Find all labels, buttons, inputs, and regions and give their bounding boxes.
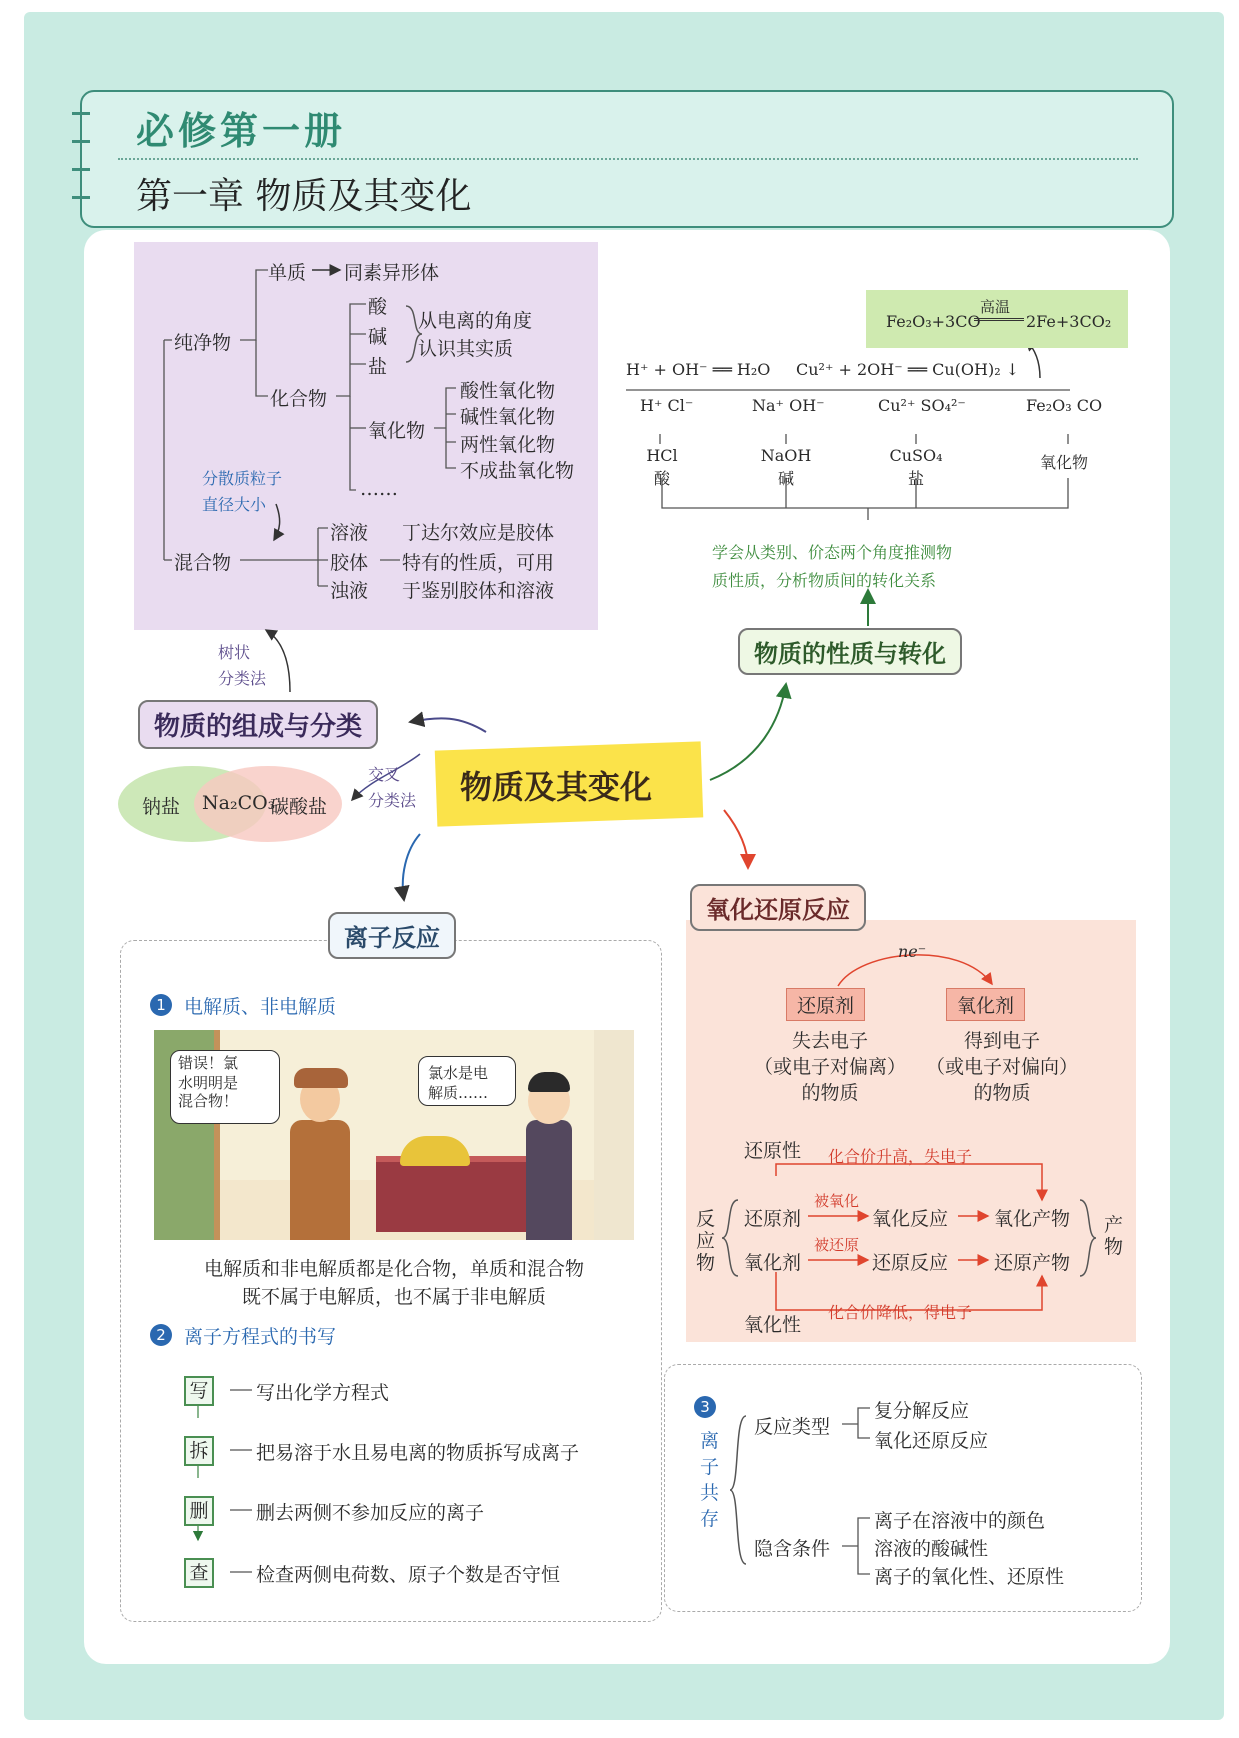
step-check-key: 查 xyxy=(184,1558,214,1588)
reaction-type-label: 反应类型 xyxy=(754,1416,831,1438)
section-1-title: 电解质、非电解质 xyxy=(184,996,337,1018)
oxidant-box: 氧化剂 xyxy=(946,988,1025,1021)
center-title: 物质及其变化 xyxy=(460,768,653,806)
dispersion-suspension: 浊液 xyxy=(330,580,369,602)
salt-label: 盐 xyxy=(368,356,388,378)
step-delete-text: 删去两侧不参加反应的离子 xyxy=(256,1502,485,1524)
ionization-note-2: 认识其实质 xyxy=(418,338,514,360)
properties-title: 物质的性质与转化 xyxy=(738,628,962,675)
reductant-desc-1: 失去电子 xyxy=(791,1030,868,1052)
oxide-label: 氧化物 xyxy=(368,420,426,442)
electron-transfer: ne⁻ xyxy=(898,942,927,961)
reaction-condition: 高温 xyxy=(980,298,1011,316)
section-2-title: 离子方程式的书写 xyxy=(184,1326,337,1348)
bubble-left-3: 混合物！ xyxy=(178,1092,239,1110)
base-label: 碱 xyxy=(368,326,388,348)
reductant-desc-3: 的物质 xyxy=(801,1082,859,1104)
section-2-number: 2 xyxy=(150,1324,172,1346)
hidden-acidity: 溶液的酸碱性 xyxy=(874,1538,989,1560)
reducibility-label: 还原性 xyxy=(744,1140,802,1162)
cross-method-2: 分类法 xyxy=(368,791,417,810)
chapter-title: 第一章 物质及其变化 xyxy=(136,176,472,217)
hidden-redox: 离子的氧化性、还原性 xyxy=(874,1566,1065,1588)
step-write-key: 写 xyxy=(184,1376,214,1406)
element-label: 单质 xyxy=(268,262,307,284)
venn-carbonate: 碳酸盐 xyxy=(270,796,328,818)
ions-oxide: Fe₂O₃ CO xyxy=(1026,396,1103,415)
oxide-type-neutral: 不成盐氧化物 xyxy=(460,460,575,482)
properties-note-1: 学会从类别、价态两个角度推测物 xyxy=(712,543,953,562)
oxide-type-basic: 碱性氧化物 xyxy=(460,406,556,428)
cartoon-caption-1: 电解质和非电解质都是化合物，单质和混合物 xyxy=(203,1258,584,1280)
equation-1: H⁺ + OH⁻ ══ H₂O xyxy=(626,360,771,379)
ionization-note-1: 从电离的角度 xyxy=(418,310,533,332)
oxide-type-amphoteric: 两性氧化物 xyxy=(460,434,556,456)
reaction-equals xyxy=(974,318,1024,321)
oxidant-desc-3: 的物质 xyxy=(973,1082,1031,1104)
step-check-text: 检查两侧电荷数、原子个数是否守恒 xyxy=(256,1564,561,1586)
oxidation-product: 氧化产物 xyxy=(994,1208,1071,1230)
reaction-type-redox: 氧化还原反应 xyxy=(874,1430,989,1452)
particle-note-1: 分散质粒子 xyxy=(202,469,283,488)
pure-substance-label: 纯净物 xyxy=(174,332,232,354)
tyndall-note-2: 特有的性质，可用 xyxy=(402,552,555,574)
tyndall-note-1: 丁达尔效应是胶体 xyxy=(402,522,555,544)
formula-oxide: 氧化物 xyxy=(1040,453,1089,472)
allotrope-label: 同素异形体 xyxy=(344,262,440,284)
section-3-number: 3 xyxy=(694,1396,716,1418)
composition-title: 物质的组成与分类 xyxy=(138,700,378,749)
section-1-number: 1 xyxy=(150,994,172,1016)
dispersion-colloid: 胶体 xyxy=(330,552,369,574)
oxidant-desc-1: 得到电子 xyxy=(963,1030,1040,1052)
class-acid: 酸 xyxy=(653,469,670,488)
bubble-left-1: 错误！氯 xyxy=(178,1054,239,1072)
step-split-key: 拆 xyxy=(184,1436,214,1466)
cross-method-1: 交叉 xyxy=(368,765,401,784)
cartoon-caption-2: 既不属于电解质，也不属于非电解质 xyxy=(241,1286,546,1308)
formula-cuso4: CuSO₄ xyxy=(889,446,943,465)
ellipsis: …… xyxy=(360,478,398,500)
oxidant-desc-2: （或电子对偏向） xyxy=(925,1056,1078,1078)
reaction-reactants: Fe₂O₃+3CO xyxy=(886,312,981,331)
flow-oxidant: 氧化剂 xyxy=(744,1252,802,1274)
oxidation-reaction: 氧化反应 xyxy=(872,1208,949,1230)
ions-acid: H⁺ Cl⁻ xyxy=(640,396,694,415)
redox-title: 氧化还原反应 xyxy=(690,884,866,931)
coexist-title: 离子共存 xyxy=(700,1430,720,1530)
formula-naoh: NaOH xyxy=(760,446,812,465)
equation-2: Cu²⁺ + 2OH⁻ ══ Cu(OH)₂ ↓ xyxy=(796,360,1020,379)
class-base: 碱 xyxy=(777,469,794,488)
hidden-color: 离子在溶液中的颜色 xyxy=(874,1510,1046,1532)
tree-method-1: 树状 xyxy=(218,643,251,662)
reactants-label: 反应物 xyxy=(696,1208,716,1274)
step-delete-key: 删 xyxy=(184,1496,214,1526)
hidden-condition-label: 隐含条件 xyxy=(754,1538,831,1560)
dispersion-solution: 溶液 xyxy=(330,522,369,544)
reductant-desc-2: （或电子对偏离） xyxy=(753,1056,906,1078)
bubble-right-1: 氯水是电 xyxy=(428,1064,489,1082)
ions-salt: Cu²⁺ SO₄²⁻ xyxy=(878,396,966,415)
ions-base: Na⁺ OH⁻ xyxy=(752,396,825,415)
step-split-text: 把易溶于水且易电离的物质拆写成离子 xyxy=(256,1442,580,1464)
valence-up-label: 化合价升高，失电子 xyxy=(828,1147,973,1166)
class-salt: 盐 xyxy=(907,469,924,488)
properties-note-2: 质性质，分析物质间的转化关系 xyxy=(712,571,937,590)
acid-label: 酸 xyxy=(368,296,388,318)
venn-na2co3: Na₂CO₃ xyxy=(202,792,276,814)
mixture-label: 混合物 xyxy=(174,552,232,574)
ionic-title: 离子反应 xyxy=(328,912,456,959)
flow-reductant: 还原剂 xyxy=(744,1208,802,1230)
volume-title: 必修第一册 xyxy=(136,109,347,153)
reduction-product: 还原产物 xyxy=(994,1252,1071,1274)
valence-down-label: 化合价降低，得电子 xyxy=(828,1303,973,1322)
particle-note-2: 直径大小 xyxy=(202,495,267,514)
oxidizability-label: 氧化性 xyxy=(744,1314,802,1336)
reductant-box: 还原剂 xyxy=(786,988,865,1021)
compound-label: 化合物 xyxy=(270,388,328,410)
reaction-type-metathesis: 复分解反应 xyxy=(874,1400,970,1422)
reaction-products: 2Fe+3CO₂ xyxy=(1026,312,1112,331)
bubble-right-2: 解质…… xyxy=(428,1084,489,1102)
reduced-label: 被还原 xyxy=(814,1236,860,1254)
tyndall-note-3: 于鉴别胶体和溶液 xyxy=(402,580,555,602)
bubble-left-2: 水明明是 xyxy=(178,1074,239,1092)
formula-hcl: HCl xyxy=(646,446,678,465)
oxide-type-acidic: 酸性氧化物 xyxy=(460,380,556,402)
tree-method-2: 分类法 xyxy=(218,669,267,688)
products-label: 产物 xyxy=(1104,1214,1124,1258)
venn-sodium-salt: 钠盐 xyxy=(142,796,181,818)
reduction-reaction: 还原反应 xyxy=(872,1252,949,1274)
step-write-text: 写出化学方程式 xyxy=(256,1382,390,1404)
oxidized-label: 被氧化 xyxy=(814,1192,860,1210)
